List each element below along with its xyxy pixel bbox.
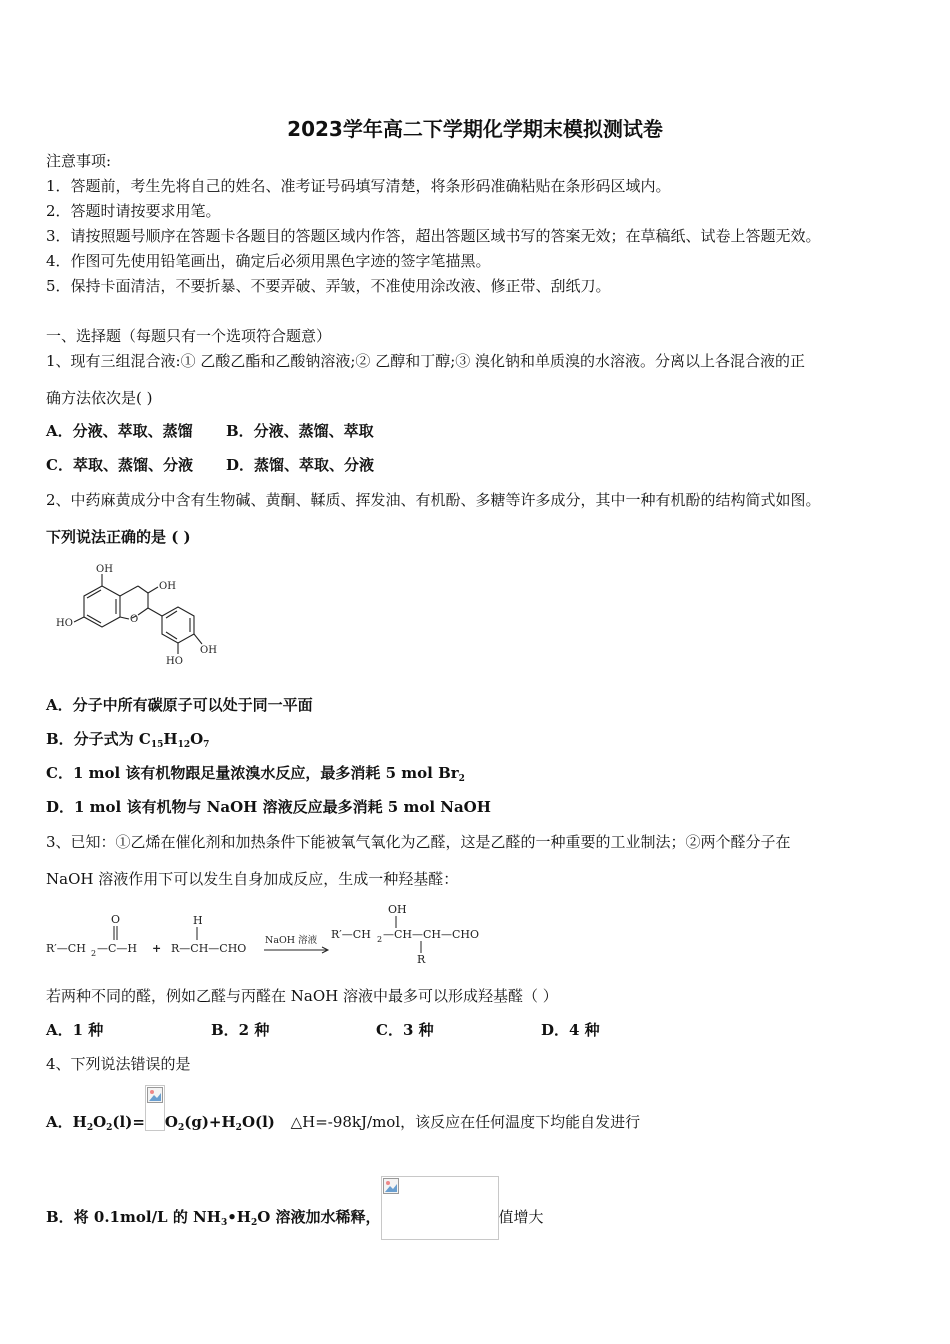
reaction-condition: NaOH 溶液 bbox=[265, 935, 318, 946]
label-ho-left: HO bbox=[56, 618, 73, 629]
q2-stem-line1: 2、中药麻黄成分中含有生物碱、黄酮、鞣质、挥发油、有机酚、多糖等许多成分，其中一种有机酚的结构简式如图。 bbox=[46, 491, 821, 509]
label-ring-oxygen: O bbox=[130, 614, 139, 625]
aldol-reaction-scheme bbox=[44, 900, 484, 970]
product-chain: —CH—CH—CHO bbox=[383, 928, 480, 941]
notice-item-4: 4．作图可先使用铅笔画出，确定后必须用黑色字迹的签字笔描黑。 bbox=[46, 252, 491, 270]
notice-item-1: 1．答题前，考生先将自己的姓名、准考证号码填写清楚，将条形码准确粘贴在条形码区域内。 bbox=[46, 177, 671, 195]
q2-option-d[interactable]: D．1 mol 该有机物与 NaOH 溶液反应最多消耗 5 mol NaOH bbox=[46, 798, 491, 816]
q3-option-d[interactable]: D．4 种 bbox=[541, 1021, 600, 1039]
q4-option-b[interactable]: B．将 0.1mol/L 的 $NH_3•H_2O$ 溶液加水稀释， 值增大 bbox=[46, 1196, 544, 1240]
q1-option-a[interactable]: A．分液、萃取、蒸馏 bbox=[46, 422, 193, 440]
q2-option-c[interactable]: C．1 mol 该有机物跟足量浓溴水反应，最多消耗 5 mol $Br_2$ bbox=[46, 764, 465, 784]
product-sub: 2 bbox=[377, 935, 383, 944]
reactant1-mid: —C—H bbox=[97, 942, 138, 955]
reactant1-oxygen: O bbox=[111, 913, 121, 926]
q3-stem-line1: 3、已知：①乙烯在催化剂和加热条件下能被氧气氧化为乙醛，这是乙醛的一种重要的工业制法；②两个醛分子在 bbox=[46, 833, 791, 851]
label-oh-ring: OH bbox=[159, 581, 176, 592]
label-oh-right: OH bbox=[200, 645, 217, 656]
q2-stem-line2: 下列说法正确的是 ( ) bbox=[46, 528, 191, 546]
label-oh-top: OH bbox=[96, 564, 113, 575]
q2-option-a[interactable]: A．分子中所有碳原子可以处于同一平面 bbox=[46, 696, 313, 714]
organic-phenol-structure bbox=[50, 560, 225, 672]
q3-option-a[interactable]: A．1 种 bbox=[46, 1021, 104, 1039]
product-left: R′—CH bbox=[331, 928, 371, 941]
q3-option-c[interactable]: C．3 种 bbox=[376, 1021, 434, 1039]
q3-stem-line2: NaOH 溶液作用下可以发生自身加成反应，生成一种羟基醛： bbox=[46, 870, 459, 888]
q1-option-b[interactable]: B．分液、蒸馏、萃取 bbox=[226, 422, 374, 440]
q1-option-d[interactable]: D．蒸馏、萃取、分液 bbox=[226, 456, 375, 474]
page-title: 2023学年高二下学期化学期末模拟测试卷 bbox=[287, 117, 663, 141]
reactant2: R—CH—CHO bbox=[171, 942, 247, 955]
reactant2-h: H bbox=[193, 914, 203, 927]
product-oh: OH bbox=[388, 903, 407, 916]
reactant1-left: R′—CH bbox=[46, 942, 86, 955]
section-heading: 一、选择题（每题只有一个选项符合题意） bbox=[46, 327, 332, 345]
plus-sign: + bbox=[152, 942, 162, 955]
q3-stem-line3: 若两种不同的醛，例如乙醛与丙醛在 NaOH 溶液中最多可以形成羟基醛（ ） bbox=[46, 987, 558, 1005]
q1-option-c[interactable]: C．萃取、蒸馏、分液 bbox=[46, 456, 193, 474]
notice-item-5: 5．保持卡面清洁，不要折暴、不要弄破、弄皱，不准使用涂改液、修正带、刮纸刀。 bbox=[46, 277, 611, 295]
q4-stem: 4、下列说法错误的是 bbox=[46, 1055, 191, 1073]
label-ho-bottom: HO bbox=[166, 656, 183, 667]
broken-image-icon bbox=[381, 1176, 499, 1240]
broken-image-icon bbox=[145, 1085, 165, 1131]
q1-stem-line2: 确方法依次是( ) bbox=[46, 389, 153, 407]
notice-item-2: 2．答题时请按要求用笔。 bbox=[46, 202, 221, 220]
q4-option-a[interactable]: A．$H_2O_2(l)=$ $O_2(g)+H_2O(l)$ △H=-98kJ/mol，该反应在任何温度下均能自发进行 bbox=[46, 1112, 640, 1132]
q1-stem-line1: 1、现有三组混合液:① 乙酸乙酯和乙酸钠溶液;② 乙醇和丁醇;③ 溴化钠和单质溴的水溶液。分离以上各混合液的正 bbox=[46, 352, 806, 370]
notice-heading: 注意事项: bbox=[46, 152, 112, 170]
notice-item-3: 3．请按照题号顺序在答题卡各题目的答题区域内作答，超出答题区域书写的答案无效；在草稿纸、试卷上答题无效。 bbox=[46, 227, 821, 245]
product-r: R bbox=[417, 953, 426, 966]
q3-option-b[interactable]: B．2 种 bbox=[211, 1021, 270, 1039]
reactant1-sub: 2 bbox=[91, 949, 97, 958]
q2-option-b[interactable]: B．分子式为 $C_{15}H_{12}O_7$ bbox=[46, 730, 210, 750]
